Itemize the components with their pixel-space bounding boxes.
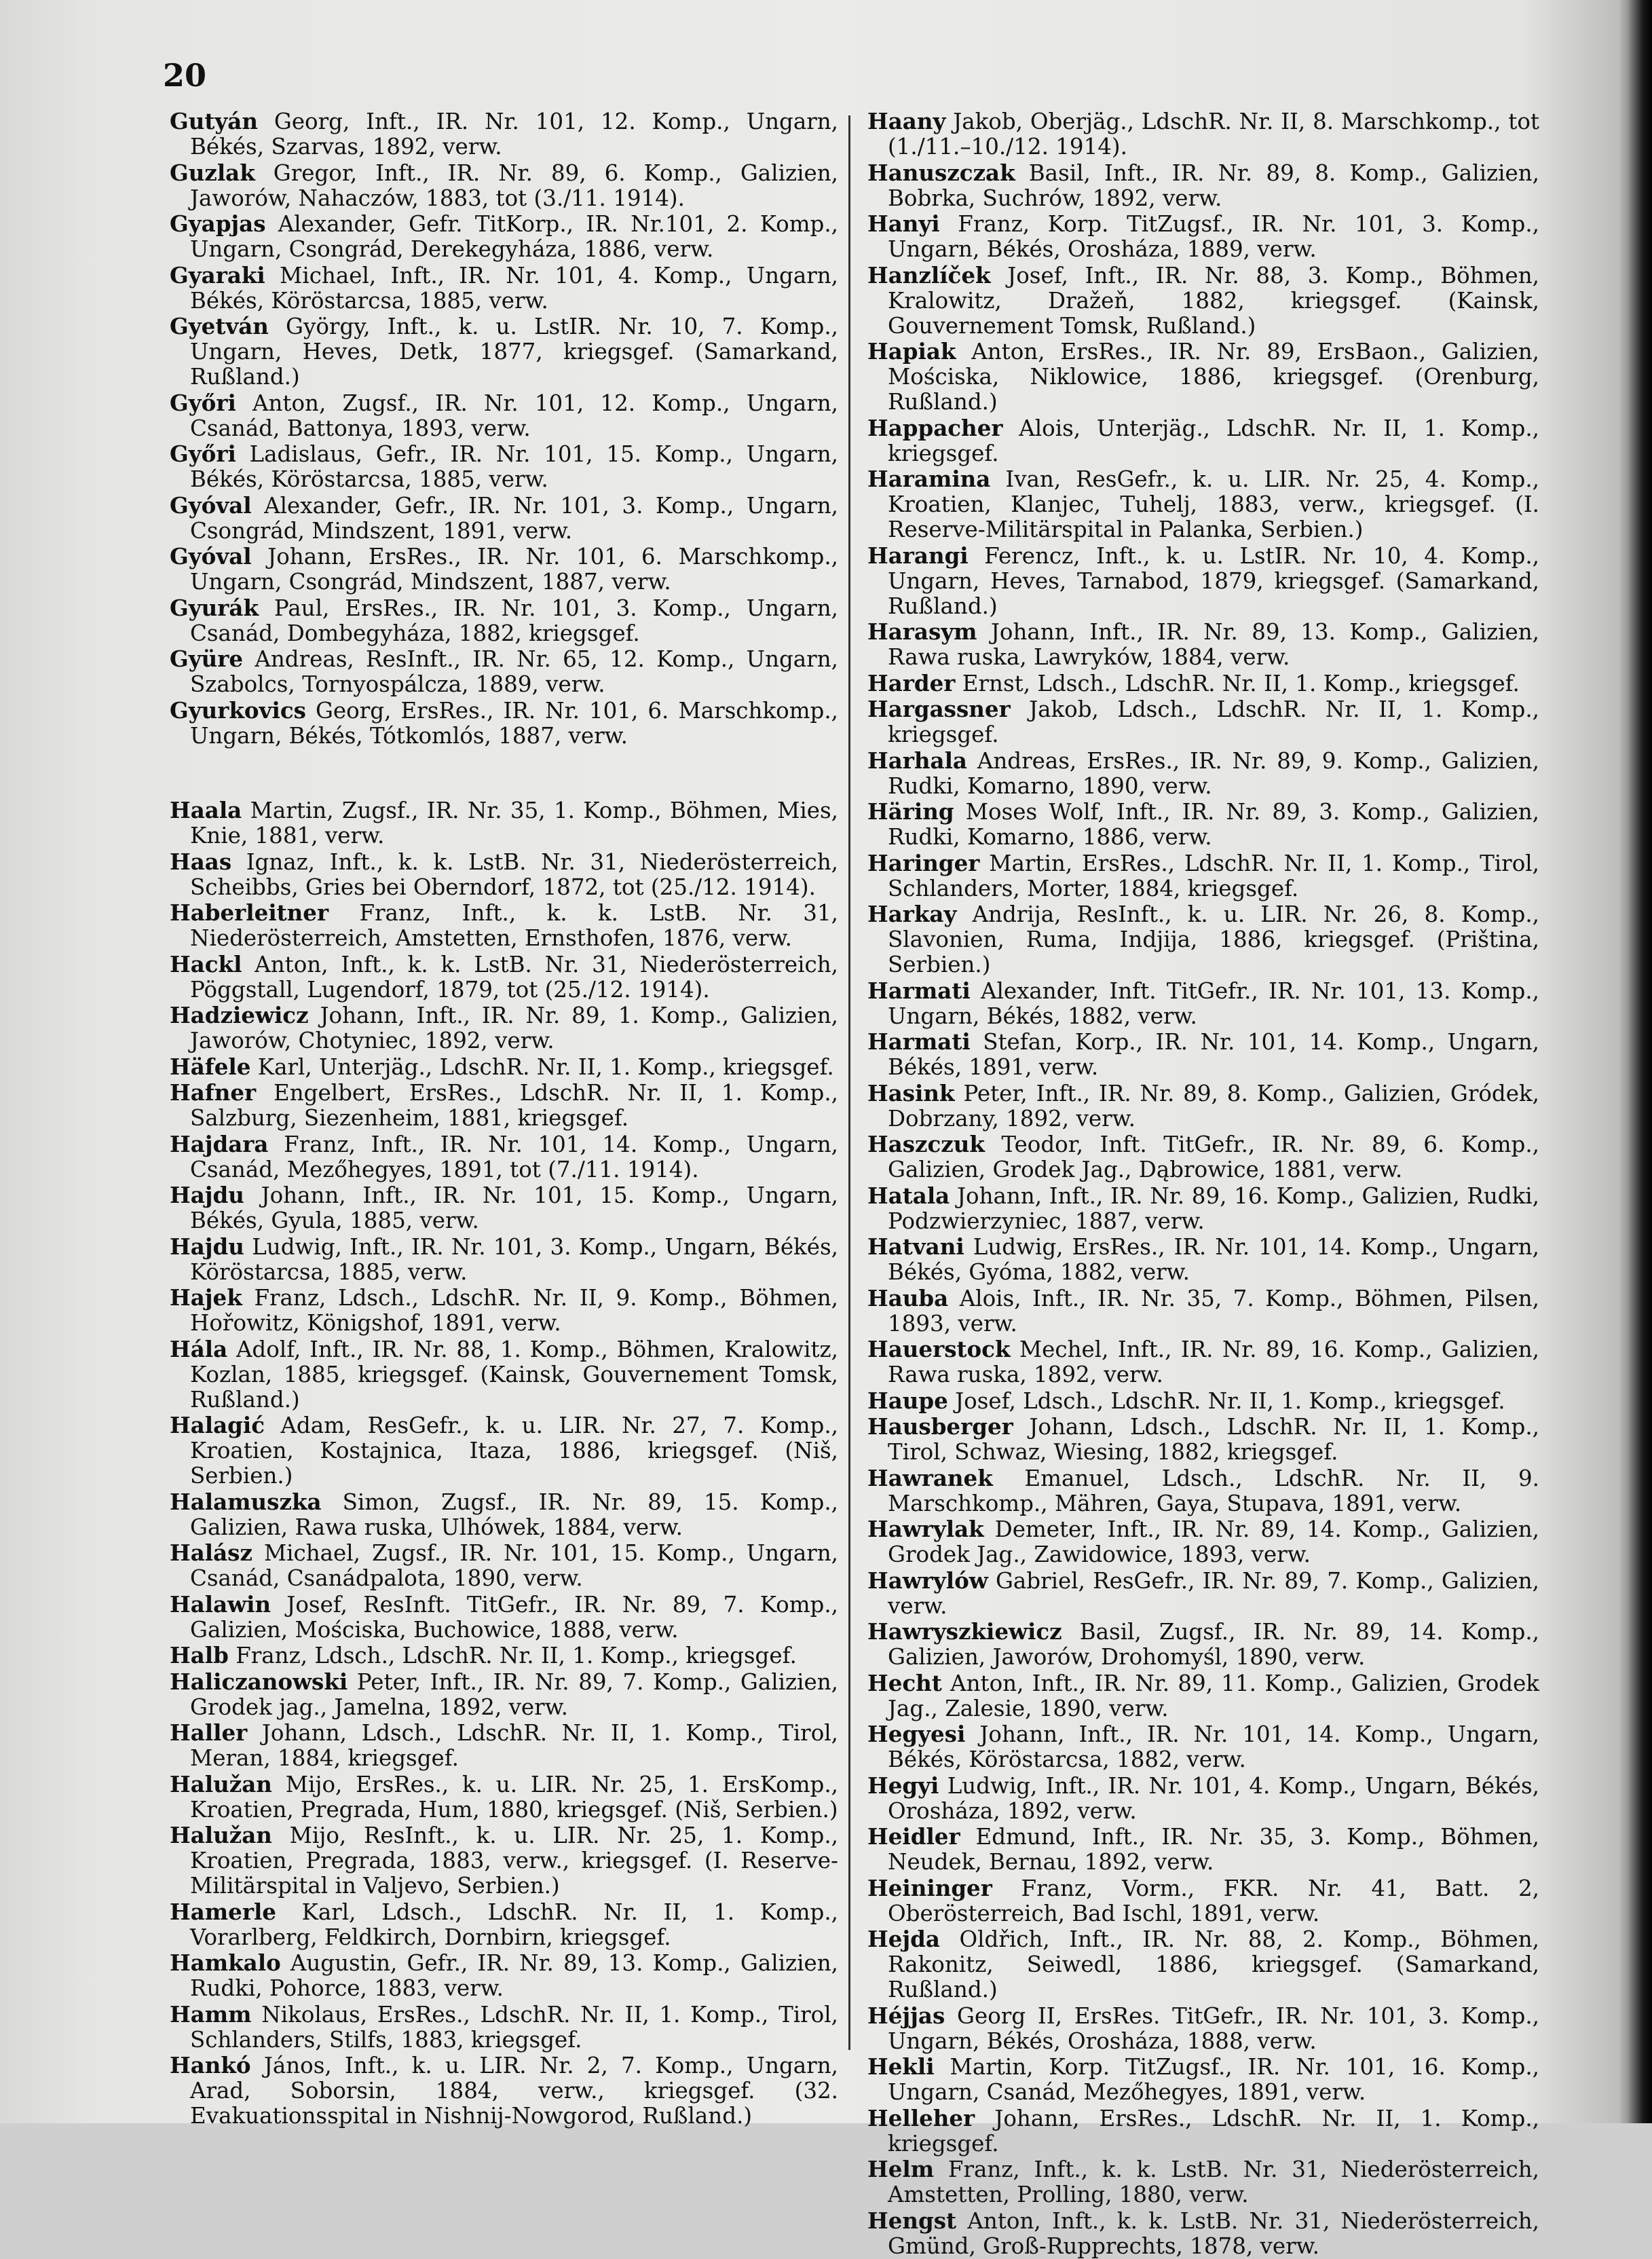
entry-details: Stefan, Korp., IR. Nr. 101, 14. Komp., Ungarn, Békés, 1891, verw. — [888, 1029, 1539, 1080]
entry-details: János, Inft., k. u. LIR. Nr. 2, 7. Komp., Ungarn, Arad, Soborsin, 1884, verw., kriegsgef. (32. Evakuationsspital in Nishnij-Nowgorod, Rußland.) — [190, 2053, 838, 2129]
right-column — [867, 109, 1539, 2259]
scan-edge-shadow — [1629, 0, 1652, 2123]
roster-entry — [867, 901, 1539, 977]
roster-entry — [867, 671, 1539, 696]
entry-details: Nikolaus, ErsRes., LdschR. Nr. II, 1. Komp., Tirol, Schlanders, Stilfs, 1883, kriegsgef. — [190, 2001, 838, 2053]
roster-entry — [867, 2106, 1539, 2157]
entry-details: Franz, Vorm., FKR. Nr. 41, Batt. 2, Oberösterreich, Bad Ischl, 1891, verw. — [888, 1875, 1539, 1926]
roster-entry — [867, 339, 1539, 415]
roster-entry — [867, 1619, 1539, 1670]
roster-entry — [867, 696, 1539, 747]
entry-surname: Hafner — [170, 1079, 257, 1106]
entry-surname: Haala — [170, 797, 242, 823]
roster-entry — [170, 1413, 838, 1489]
roster-entry — [170, 1772, 838, 1823]
entry-surname: Hawryszkiewicz — [867, 1618, 1062, 1645]
entry-details: Mijo, ErsRes., k. u. LIR. Nr. 25, 1. ErsKomp., Kroatien, Pregrada, Hum, 1880, kriegsgef. (Niš, Serbien.) — [190, 1771, 838, 1823]
entry-surname: Haupe — [867, 1387, 948, 1414]
entry-details: Johann, Ldsch., LdschR. Nr. II, 1. Komp., Tirol, Schwaz, Wiesing, 1882, kriegsgef. — [888, 1414, 1539, 1465]
roster-entry — [867, 748, 1539, 799]
entry-surname: Heininger — [867, 1874, 992, 1901]
entry-surname: Hajdu — [170, 1182, 244, 1208]
roster-entry — [170, 952, 838, 1003]
entry-details: Basil, Zugsf., IR. Nr. 89, 14. Komp., Galizien, Jaworów, Drohomyśl, 1890, verw. — [888, 1619, 1539, 1670]
entry-surname: Halužan — [170, 1770, 272, 1797]
roster-entry — [867, 1773, 1539, 1824]
entry-surname: Gyurák — [170, 594, 259, 621]
entry-details: Franz, Inft., k. k. LstB. Nr. 31, Niederösterreich, Amstetten, Prolling, 1880, verw. — [888, 2157, 1539, 2207]
entry-details: Ernst, Ldsch., LdschR. Nr. II, 1. Komp., kriegsgef. — [962, 670, 1520, 696]
roster-entry — [170, 1643, 838, 1668]
entry-details: Alexander, Gefr. TitKorp., IR. Nr.101, 2. Komp., Ungarn, Csongrád, Derekegyháza, 1886, verw. — [190, 211, 838, 262]
entry-details: Georg II, ErsRes. TitGefr., IR. Nr. 101, 3. Komp., Ungarn, Békés, Orosháza, 1888, verw. — [888, 2002, 1539, 2054]
entry-details: Josef, Inft., IR. Nr. 88, 3. Komp., Böhmen, Kralowitz, Dražeň, 1882, kriegsgef. (Kainsk, Gouvernement Tomsk, Rußland.) — [888, 262, 1539, 339]
entry-surname: Guzlak — [170, 159, 255, 186]
entry-details: Martin, Zugsf., IR. Nr. 35, 1. Komp., Böhmen, Mies, Knie, 1881, verw. — [190, 798, 839, 848]
entry-details: Ludwig, Inft., IR. Nr. 101, 4. Komp., Ungarn, Békés, Orosháza, 1892, verw. — [888, 1772, 1539, 1824]
roster-entry — [867, 415, 1539, 466]
entry-surname: Hauerstock — [867, 1336, 1011, 1362]
entry-details: Augustin, Gefr., IR. Nr. 89, 13. Komp., Galizien, Rudki, Pohorce, 1883, verw. — [190, 1950, 838, 2001]
entry-surname: Gyetván — [170, 313, 269, 339]
entry-details: Franz, Ldsch., LdschR. Nr. II, 1. Komp., kriegsgef. — [236, 1643, 797, 1668]
entry-details: Karl, Unterjäg., LdschR. Nr. II, 1. Komp., kriegsgef. — [257, 1053, 834, 1080]
entry-details: Franz, Inft., IR. Nr. 101, 14. Komp., Ungarn, Csanád, Mezőhegyes, 1891, tot (7./11. 1914). — [190, 1131, 838, 1182]
roster-entry — [170, 314, 838, 390]
entry-surname: Haliczanowski — [170, 1668, 348, 1695]
roster-entry — [867, 978, 1539, 1029]
entry-surname: Häring — [867, 798, 954, 825]
entry-details: Anton, ErsRes., IR. Nr. 89, ErsBaon., Galizien, Mościska, Niklowice, 1886, kriegsgef. (Orenburg, Rußland.) — [888, 339, 1539, 415]
entry-surname: Haszczuk — [867, 1131, 985, 1157]
entry-surname: Harangi — [867, 542, 969, 569]
entry-surname: Hauba — [867, 1284, 949, 1311]
roster-entry — [170, 1132, 838, 1182]
entry-details: Anton, Inft., k. k. LstB. Nr. 31, Niederösterreich, Gmünd, Groß-Rupprechts, 1878, verw. — [888, 2207, 1539, 2259]
entry-surname: Győri — [170, 441, 236, 467]
entry-details: György, Inft., k. u. LstIR. Nr. 10, 7. Komp., Ungarn, Heves, Detk, 1877, kriegsgef. (Samarkand, Rußland.) — [190, 314, 838, 390]
roster-entry — [867, 851, 1539, 901]
entry-details: Gabriel, ResGefr., IR. Nr. 89, 7. Komp., Galizien, verw. — [888, 1567, 1539, 1619]
entry-surname: Hapiak — [867, 338, 956, 365]
roster-entry — [170, 263, 838, 314]
entry-surname: Halawin — [170, 1590, 271, 1618]
entry-details: Demeter, Inft., IR. Nr. 89, 14. Komp., Galizien, Grodek Jag., Zawidowice, 1893, verw. — [888, 1516, 1539, 1567]
entry-surname: Hála — [170, 1335, 228, 1362]
roster-entry — [867, 2003, 1539, 2054]
entry-details: Johann, Inft., IR. Nr. 101, 14. Komp., Ungarn, Békés, Köröstarcsa, 1882, verw. — [888, 1721, 1539, 1772]
roster-entry — [170, 1285, 838, 1336]
entry-details: Adolf, Inft., IR. Nr. 88, 1. Komp., Böhmen, Kralowitz, Kozlan, 1885, kriegsgef. (Kainsk, Gouvernement Tomsk, Rußland.) — [190, 1336, 838, 1413]
roster-entry — [867, 1388, 1539, 1414]
entry-details: Simon, Zugsf., IR. Nr. 89, 15. Komp., Galizien, Rawa ruska, Ulhówek, 1884, verw. — [190, 1489, 838, 1540]
entry-details: Moses Wolf, Inft., IR. Nr. 89, 3. Komp., Galizien, Rudki, Komarno, 1886, verw. — [888, 799, 1539, 850]
roster-entry — [867, 1824, 1539, 1875]
entry-surname: Hecht — [867, 1669, 942, 1696]
roster-entry — [867, 211, 1539, 262]
entry-details: Ladislaus, Gefr., IR. Nr. 101, 15. Komp., Ungarn, Békés, Köröstarcsa, 1885, verw. — [190, 441, 838, 492]
roster-entry — [867, 109, 1539, 160]
entry-details: Anton, Inft., k. k. LstB. Nr. 31, Niederösterreich, Pöggstall, Lugendorf, 1879, tot (25./12. 1914). — [190, 951, 838, 1003]
roster-entry — [170, 1950, 838, 2001]
roster-entry — [867, 1721, 1539, 1772]
entry-details: Martin, Korp. TitZugsf., IR. Nr. 101, 16. Komp., Ungarn, Csanád, Mezőhegyes, 1891, verw. — [888, 2054, 1539, 2105]
entry-surname: Gutyán — [170, 108, 258, 134]
entry-surname: Haany — [867, 108, 946, 134]
entry-details: Karl, Ldsch., LdschR. Nr. II, 1. Komp., Vorarlberg, Feldkirch, Dornbirn, kriegsgef. — [190, 1899, 838, 1950]
roster-entry — [867, 2054, 1539, 2105]
entry-surname: Heidler — [867, 1823, 960, 1850]
roster-entry — [170, 1489, 838, 1540]
roster-entry — [170, 798, 838, 848]
entry-list-g — [170, 109, 838, 749]
entry-surname: Harder — [867, 669, 956, 696]
roster-entry — [867, 543, 1539, 619]
roster-entry — [867, 1670, 1539, 1721]
entry-details: Andreas, ErsRes., IR. Nr. 89, 9. Komp., Galizien, Rudki, Komarno, 1890, verw. — [888, 747, 1539, 799]
entry-details: Emanuel, Ldsch., LdschR. Nr. II, 9. Marschkomp., Mähren, Gaya, Stupava, 1891, verw. — [888, 1465, 1539, 1516]
roster-entry — [867, 1183, 1539, 1234]
roster-entry — [170, 698, 838, 749]
entry-surname: Gyóval — [170, 543, 252, 570]
entry-details: Ferencz, Inft., k. u. LstIR. Nr. 10, 4. Komp., Ungarn, Heves, Tarnabod, 1879, kriegsgef. (Samarkand, Rußland.) — [888, 542, 1539, 619]
entry-surname: Hengst — [867, 2207, 957, 2234]
entry-surname: Haberleitner — [170, 899, 329, 926]
roster-entry — [170, 1592, 838, 1643]
roster-entry — [170, 160, 838, 211]
roster-entry — [170, 441, 838, 492]
entry-details: Franz, Korp. TitZugsf., IR. Nr. 101, 3. Komp., Ungarn, Békés, Orosháza, 1889, verw. — [888, 211, 1539, 262]
roster-entry — [867, 1875, 1539, 1926]
entry-details: Andrija, ResInft., k. u. LIR. Nr. 26, 8. Komp., Slavonien, Ruma, Indjija, 1886, kriegsgef. (Priština, Serbien.) — [888, 901, 1539, 977]
entry-details: Ignaz, Inft., k. k. LstB. Nr. 31, Niederösterreich, Scheibbs, Gries bei Oberndorf, 1872, tot (25./12. 1914). — [190, 848, 838, 900]
entry-details: Johann, Inft., IR. Nr. 89, 16. Komp., Galizien, Rudki, Podzwierzyniec, 1887, verw. — [888, 1182, 1539, 1234]
roster-entry — [170, 2053, 838, 2129]
roster-entry — [170, 900, 838, 951]
entry-details: Ivan, ResGefr., k. u. LIR. Nr. 25, 4. Komp., Kroatien, Klanjec, Tuhelj, 1883, verw., kriegsgef. (I. Reserve-Militärspital in Palanka, Serbien.) — [888, 466, 1539, 542]
roster-entry — [170, 1054, 838, 1080]
roster-entry — [170, 1080, 838, 1131]
entry-details: Alexander, Inft. TitGefr., IR. Nr. 101, 13. Komp., Ungarn, Békés, 1882, verw. — [888, 977, 1539, 1029]
entry-surname: Gyüre — [170, 646, 244, 672]
roster-entry — [867, 1516, 1539, 1567]
entry-details: Franz, Inft., k. k. LstB. Nr. 31, Niederösterreich, Amstetten, Ernsthofen, 1876, verw. — [190, 900, 838, 951]
entry-surname: Hasink — [867, 1079, 955, 1106]
entry-surname: Haas — [170, 848, 232, 875]
entry-surname: Helleher — [867, 2104, 975, 2131]
roster-entry — [170, 1182, 838, 1233]
column-divider — [848, 115, 850, 2050]
entry-surname: Gyurkovics — [170, 696, 306, 724]
entry-details: Georg, Inft., IR. Nr. 101, 12. Komp., Ungarn, Békés, Szarvas, 1892, verw. — [190, 109, 838, 160]
entry-surname: Hatvani — [867, 1233, 964, 1260]
entry-details: Alexander, Gefr., IR. Nr. 101, 3. Komp., Ungarn, Csongrád, Mindszent, 1891, verw. — [190, 492, 838, 544]
roster-entry — [867, 1234, 1539, 1285]
entry-surname: Harhala — [867, 747, 967, 774]
entry-surname: Häfele — [170, 1053, 251, 1080]
entry-surname: Gyaraki — [170, 261, 265, 288]
entry-surname: Hegyi — [867, 1772, 939, 1799]
entry-surname: Hatala — [867, 1182, 950, 1209]
roster-entry — [867, 263, 1539, 339]
roster-entry — [170, 109, 838, 160]
entry-surname: Harasym — [867, 618, 977, 645]
roster-entry — [867, 1414, 1539, 1465]
entry-surname: Haringer — [867, 849, 980, 876]
entry-details: Teodor, Inft. TitGefr., IR. Nr. 89, 6. Komp., Galizien, Grodek Jag., Dąbrowice, 1881, verw. — [888, 1132, 1539, 1182]
entry-list-h-continued — [867, 109, 1539, 2259]
entry-surname: Hackl — [170, 950, 242, 977]
entry-surname: Hanzlíček — [867, 261, 991, 288]
entry-surname: Harkay — [867, 901, 957, 927]
entry-surname: Halužan — [170, 1822, 272, 1848]
entry-details: Paul, ErsRes., IR. Nr. 101, 3. Komp., Ungarn, Csanád, Dombegyháza, 1882, kriegsgef. — [190, 595, 838, 646]
entry-surname: Hajdara — [170, 1130, 269, 1157]
roster-entry — [170, 1003, 838, 1053]
entry-surname: Harmati — [867, 1028, 971, 1055]
entry-surname: Hawrylów — [867, 1567, 988, 1594]
roster-entry — [867, 1286, 1539, 1337]
roster-entry — [867, 1568, 1539, 1619]
entry-details: Oldřich, Inft., IR. Nr. 88, 2. Komp., Böhmen, Rakonitz, Seiwedl, 1886, kriegsgef. (Samarkand, Rußland.) — [888, 1926, 1539, 2002]
entry-surname: Hajek — [170, 1284, 242, 1311]
section-gap — [170, 749, 838, 798]
entry-surname: Halamuszka — [170, 1488, 322, 1515]
roster-entry — [170, 211, 838, 262]
entry-details: Ludwig, ErsRes., IR. Nr. 101, 14. Komp., Ungarn, Békés, Gyóma, 1882, verw. — [888, 1234, 1539, 1285]
roster-entry — [170, 390, 838, 441]
entry-surname: Hamerle — [170, 1898, 276, 1925]
roster-entry — [867, 466, 1539, 542]
roster-entry — [170, 493, 838, 544]
entry-details: Peter, Inft., IR. Nr. 89, 7. Komp., Galizien, Grodek jag., Jamelna, 1892, verw. — [190, 1668, 838, 1720]
entry-details: Adam, ResGefr., k. u. LIR. Nr. 27, 7. Komp., Kroatien, Kostajnica, Itaza, 1886, kriegsgef. (Niš, Serbien.) — [190, 1413, 838, 1489]
entry-details: Martin, ErsRes., LdschR. Nr. II, 1. Komp., Tirol, Schlanders, Morter, 1884, kriegsgef. — [888, 850, 1539, 901]
entry-surname: Hegyesi — [867, 1721, 966, 1747]
roster-entry — [170, 595, 838, 646]
entry-details: Edmund, Inft., IR. Nr. 35, 3. Komp., Böhmen, Neudek, Bernau, 1892, verw. — [888, 1824, 1539, 1875]
entry-surname: Hausberger — [867, 1413, 1013, 1440]
entry-surname: Győri — [170, 389, 236, 416]
entry-surname: Gyapjas — [170, 210, 266, 237]
entry-details: Johann, ErsRes., IR. Nr. 101, 6. Marschkomp., Ungarn, Csongrád, Mindszent, 1887, verw. — [190, 544, 838, 595]
entry-details: Johann, Inft., IR. Nr. 101, 15. Komp., Ungarn, Békés, Gyula, 1885, verw. — [190, 1182, 838, 1233]
entry-details: Andreas, ResInft., IR. Nr. 65, 12. Komp., Ungarn, Szabolcs, Tornyospálcza, 1889, verw. — [190, 646, 838, 697]
roster-entry — [867, 799, 1539, 850]
entry-details: Anton, Zugsf., IR. Nr. 101, 12. Komp., Ungarn, Csanád, Battonya, 1893, verw. — [190, 390, 838, 441]
entry-details: Josef, ResInft. TitGefr., IR. Nr. 89, 7. Komp., Galizien, Mościska, Buchowice, 1888, verw. — [190, 1591, 838, 1643]
roster-entry — [867, 619, 1539, 670]
entry-surname: Harmati — [867, 977, 971, 1004]
entry-details: Johann, Inft., IR. Nr. 89, 1. Komp., Galizien, Jaworów, Chotyniec, 1892, verw. — [190, 1003, 838, 1053]
entry-surname: Halagić — [170, 1412, 265, 1438]
roster-entry — [170, 1234, 838, 1285]
entry-details: Mijo, ResInft., k. u. LIR. Nr. 25, 1. Komp., Kroatien, Pregrada, 1883, verw., kriegsgef. (I. Reserve-Militärspital in Valjevo, Serbien.) — [190, 1823, 838, 1899]
roster-entry — [170, 1337, 838, 1413]
roster-entry — [170, 544, 838, 595]
entry-details: Peter, Inft., IR. Nr. 89, 8. Komp., Galizien, Gródek, Dobrzany, 1892, verw. — [888, 1080, 1539, 1132]
entry-surname: Hejda — [867, 1926, 940, 1952]
entry-surname: Hekli — [867, 2053, 935, 2080]
roster-entry — [867, 2157, 1539, 2207]
roster-entry — [867, 1465, 1539, 1516]
entry-surname: Haller — [170, 1719, 248, 1746]
entry-details: Ludwig, Inft., IR. Nr. 101, 3. Komp., Ungarn, Békés, Köröstarcsa, 1885, verw. — [190, 1233, 838, 1285]
roster-entry — [867, 160, 1539, 211]
roster-entry — [170, 1720, 838, 1771]
entry-surname: Hamkalo — [170, 1949, 281, 1976]
page-number: 20 — [163, 57, 207, 94]
entry-details: Michael, Inft., IR. Nr. 101, 4. Komp., Ungarn, Békés, Köröstarcsa, 1885, verw. — [190, 262, 838, 314]
roster-entry — [170, 646, 838, 697]
entry-surname: Hankó — [170, 2052, 251, 2078]
roster-entry — [867, 1337, 1539, 1387]
entry-details: Johann, Inft., IR. Nr. 89, 13. Komp., Galizien, Rawa ruska, Lawryków, 1884, verw. — [888, 619, 1539, 670]
entry-surname: Haramina — [867, 466, 991, 492]
entry-details: Johann, ErsRes., LdschR. Nr. II, 1. Komp., kriegsgef. — [888, 2105, 1539, 2157]
entry-details: Franz, Ldsch., LdschR. Nr. II, 9. Komp., Böhmen, Hořowitz, Königshof, 1891, verw. — [190, 1285, 838, 1336]
roster-entry — [170, 849, 838, 900]
entry-details: Michael, Zugsf., IR. Nr. 101, 15. Komp., Ungarn, Csanád, Csanádpalota, 1890, verw. — [190, 1540, 838, 1591]
roster-entry — [867, 1029, 1539, 1080]
entry-surname: Hamm — [170, 2000, 252, 2028]
entry-surname: Happacher — [867, 414, 1003, 441]
entry-details: Johann, Ldsch., LdschR. Nr. II, 1. Komp., Tirol, Meran, 1884, kriegsgef. — [190, 1720, 838, 1771]
entry-surname: Gyóval — [170, 491, 252, 519]
entry-details: Mechel, Inft., IR. Nr. 89, 16. Komp., Galizien, Rawa ruska, 1892, verw. — [888, 1337, 1539, 1387]
roster-entry — [170, 2002, 838, 2053]
entry-surname: Halász — [170, 1539, 252, 1566]
left-column — [170, 109, 838, 2129]
roster-entry — [867, 1132, 1539, 1182]
roster-entry — [170, 1899, 838, 1950]
roster-entry — [170, 1540, 838, 1591]
entry-surname: Hargassner — [867, 696, 1011, 722]
entry-surname: Hajdu — [170, 1233, 244, 1260]
entry-details: Josef, Ldsch., LdschR. Nr. II, 1. Komp., kriegsgef. — [955, 1387, 1505, 1414]
entry-surname: Helm — [867, 2156, 935, 2182]
entry-details: Gregor, Inft., IR. Nr. 89, 6. Komp., Galizien, Jaworów, Nahaczów, 1883, tot (3./11. 1914). — [190, 160, 838, 211]
roster-entry — [170, 1669, 838, 1720]
entry-details: Alois, Inft., IR. Nr. 35, 7. Komp., Böhmen, Pilsen, 1893, verw. — [888, 1285, 1539, 1337]
entry-surname: Hawranek — [867, 1464, 993, 1491]
entry-surname: Hanyi — [867, 210, 940, 237]
entry-details: Jakob, Ldsch., LdschR. Nr. II, 1. Komp., kriegsgef. — [888, 696, 1539, 747]
roster-entry — [867, 1926, 1539, 2002]
entry-surname: Hawrylak — [867, 1516, 984, 1542]
roster-entry — [867, 1081, 1539, 1132]
entry-details: Jakob, Oberjäg., LdschR. Nr. II, 8. Marschkomp., tot (1./11.–10./12. 1914). — [888, 109, 1539, 160]
entry-details: Engelbert, ErsRes., LdschR. Nr. II, 1. Komp., Salzburg, Siezenheim, 1881, kriegsgef. — [190, 1080, 838, 1131]
entry-details: Anton, Inft., IR. Nr. 89, 11. Komp., Galizien, Grodek Jag., Zalesie, 1890, verw. — [888, 1670, 1539, 1721]
entry-surname: Hadziewicz — [170, 1002, 309, 1028]
roster-entry — [170, 1823, 838, 1899]
entry-details: Alois, Unterjäg., LdschR. Nr. II, 1. Komp., kriegsgef. — [888, 415, 1539, 466]
entry-list-h — [170, 798, 838, 2129]
roster-entry — [867, 2208, 1539, 2259]
entry-surname: Halb — [170, 1642, 229, 1668]
entry-surname: Héjjas — [867, 2002, 945, 2029]
entry-details: Basil, Inft., IR. Nr. 89, 8. Komp., Galizien, Bobrka, Suchrów, 1892, verw. — [888, 160, 1539, 211]
entry-details: Georg, ErsRes., IR. Nr. 101, 6. Marschkomp., Ungarn, Békés, Tótkomlós, 1887, verw. — [190, 697, 838, 749]
entry-surname: Hanuszczak — [867, 159, 1015, 186]
